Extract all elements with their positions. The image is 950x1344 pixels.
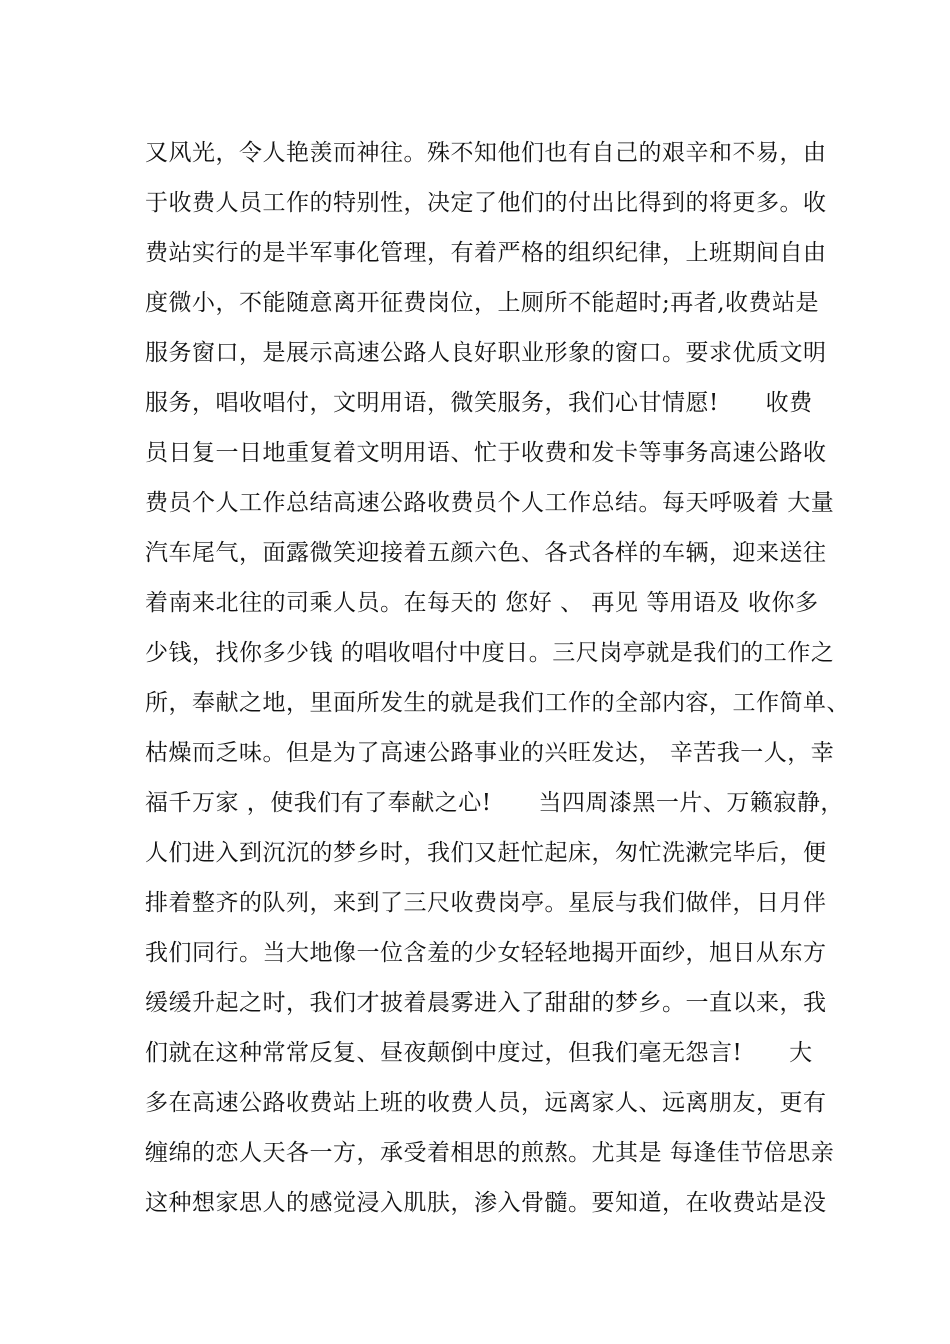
text-line-6: 服务，唱收唱付，文明用语，微笑服务，我们心甘情愿! 收费 bbox=[145, 390, 813, 416]
text-line-9: 汽车尾气，面露微笑迎接着五颜六色、各式各样的车辆，迎来送往 bbox=[145, 540, 827, 566]
text-line-5: 服务窗口，是展示高速公路人良好职业形象的窗口。要求优质文明 bbox=[145, 340, 827, 366]
text-line-2: 于收费人员工作的特别性，决定了他们的付出比得到的将更多。收 bbox=[145, 190, 827, 216]
text-line-8: 费员个人工作总结高速公路收费员个人工作总结。每天呼吸着 大量 bbox=[145, 490, 835, 516]
text-line-13: 枯燥而乏味。但是为了高速公路事业的兴旺发达， 辛苦我一人，幸 bbox=[145, 740, 835, 766]
text-line-4: 度微小，不能随意离开征费岗位，上厕所不能超时;再者,收费站是 bbox=[145, 290, 820, 316]
text-line-3: 费站实行的是半军事化管理，有着严格的组织纪律，上班期间自由 bbox=[145, 240, 827, 266]
text-line-1: 又风光，令人艳羡而神往。殊不知他们也有自己的艰辛和不易，由 bbox=[145, 140, 827, 166]
text-line-21: 缠绵的恋人天各一方，承受着相思的煎熬。尤其是 每逢佳节倍思亲 bbox=[145, 1140, 835, 1166]
text-line-15: 人们进入到沉沉的梦乡时，我们又赶忙起床，匆忙洗漱完毕后，便 bbox=[145, 840, 827, 866]
text-line-19: 们就在这种常常反复、昼夜颠倒中度过，但我们毫无怨言! 大 bbox=[145, 1040, 813, 1066]
text-line-12: 所，奉献之地，里面所发生的就是我们工作的全部内容，工作简单、 bbox=[145, 690, 850, 716]
text-line-17: 我们同行。当大地像一位含羞的少女轻轻地揭开面纱，旭日从东方 bbox=[145, 940, 827, 966]
text-line-16: 排着整齐的队列，来到了三尺收费岗亭。星辰与我们做伴，日月伴 bbox=[145, 890, 827, 916]
text-line-7: 员日复一日地重复着文明用语、忙于收费和发卡等事务高速公路收 bbox=[145, 440, 827, 466]
text-line-20: 多在高速公路收费站上班的收费人员，远离家人、远离朋友，更有 bbox=[145, 1090, 827, 1116]
text-line-14: 福千万家 ，使我们有了奉献之心! 当四周漆黑一片、万籁寂静， bbox=[145, 790, 844, 816]
text-line-10: 着南来北往的司乘人员。在每天的 您好 、 再见 等用语及 收你多 bbox=[145, 590, 819, 616]
body-text bbox=[145, 128, 850, 1228]
text-line-11: 少钱，找你多少钱 的唱收唱付中度日。三尺岗亭就是我们的工作之 bbox=[145, 640, 835, 666]
text-line-22: 这种想家思人的感觉浸入肌肤，渗入骨髓。要知道，在收费站是没 bbox=[145, 1190, 827, 1216]
text-line-18: 缓缓升起之时，我们才披着晨雾进入了甜甜的梦乡。一直以来，我 bbox=[145, 990, 827, 1016]
